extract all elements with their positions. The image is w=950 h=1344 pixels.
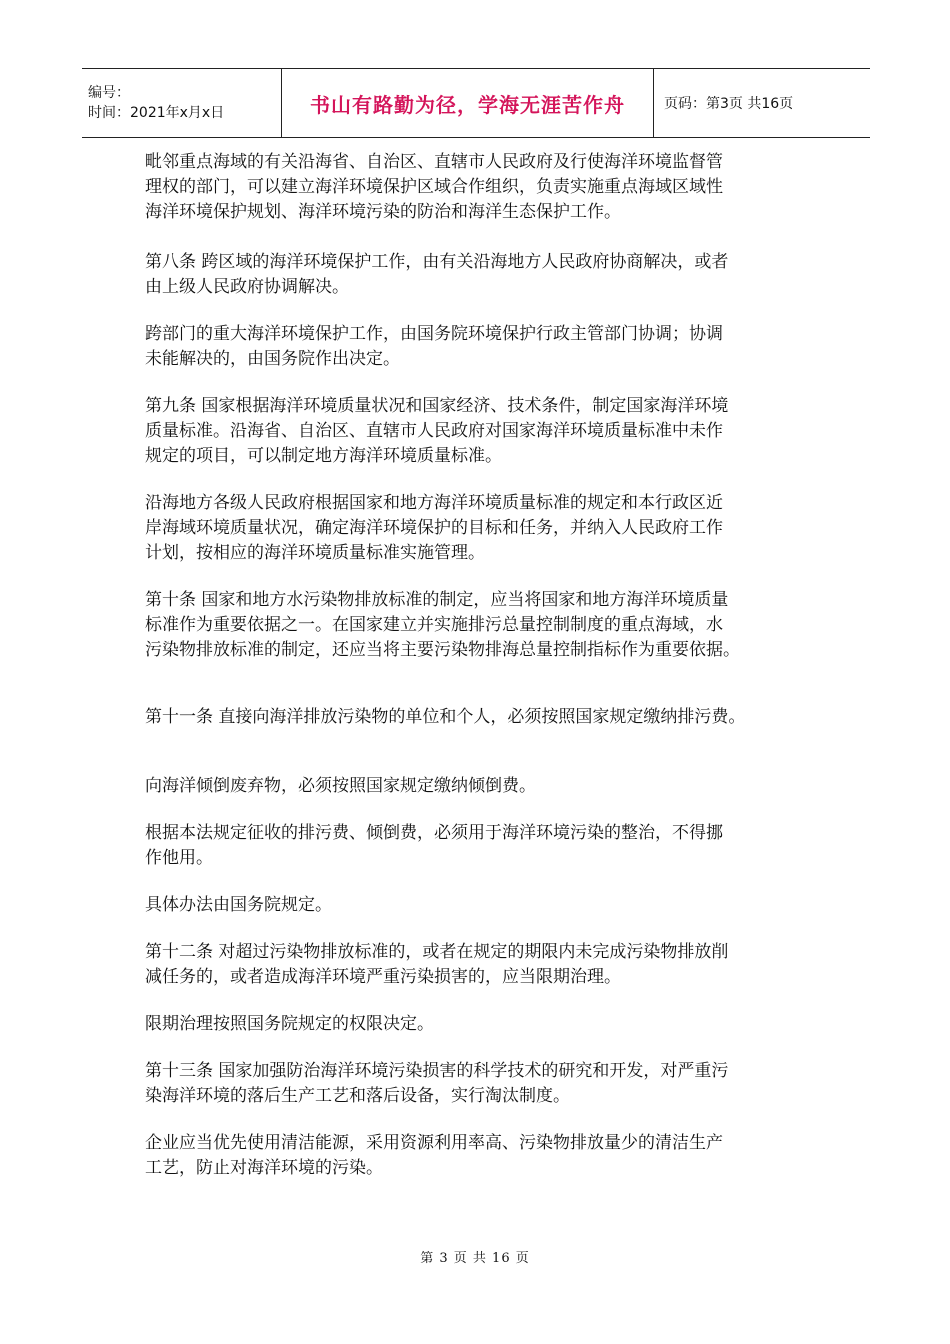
document-time-label: 时间：2021年x月x日 [88,105,225,121]
document-body [145,150,825,1181]
page-footer: 第 3 页 共 16 页 [420,1251,530,1266]
header-motto: 书山有路勤为径，学海无涯苦作舟 [310,92,625,117]
header-left-cell [82,69,282,137]
header-page-info: 页码：第3页 共16页 [664,96,794,112]
paragraph-article-9: 第九条 国家根据海洋环境质量状况和国家经济、技术条件，制定国家海洋环境 质量标准。沿海省、自治区、直辖市人民政府对国家海洋环境质量标准中未作 规定的项目，可以制定地方海洋环境质量标准。 [145,396,729,466]
paragraph: 沿海地方各级人民政府根据国家和地方海洋环境质量标准的规定和本行政区近 岸海域环境质量状况，确定海洋环境保护的目标和任务，并纳入人民政府工作 计划，按相应的海洋环境质量标准实施管理。 [145,493,723,563]
paragraph: 限期治理按照国务院规定的权限决定。 [145,1014,434,1034]
document-number-label: 编号： [88,85,130,101]
page-header [82,68,870,138]
paragraph-article-10: 第十条 国家和地方水污染物排放标准的制定，应当将国家和地方海洋环境质量 标准作为重要依据之一。在国家建立并实施排污总量控制制度的重点海域，水 污染物排放标准的制定，还应当将主要污染物排海总量控制指标作为重要依据。 [145,590,740,660]
paragraph: 跨部门的重大海洋环境保护工作，由国务院环境保护行政主管部门协调；协调 未能解决的，由国务院作出决定。 [145,324,723,369]
paragraph: 具体办法由国务院规定。 [145,895,332,915]
paragraph: 毗邻重点海域的有关沿海省、自治区、直辖市人民政府及行使海洋环境监督管 理权的部门，可以建立海洋环境保护区域合作组织，负责实施重点海域区域性 海洋环境保护规划、海洋环境污染的防治和海洋生态保护工作。 [145,152,723,222]
paragraph-article-11: 第十一条 直接向海洋排放污染物的单位和个人，必须按照国家规定缴纳排污费。 [145,707,746,727]
header-page-cell [654,69,870,137]
paragraph-article-13: 第十三条 国家加强防治海洋环境污染损害的科学技术的研究和开发，对严重污 染海洋环境的落后生产工艺和落后设备，实行淘汰制度。 [145,1061,729,1106]
paragraph-article-12: 第十二条 对超过污染物排放标准的，或者在规定的期限内未完成污染物排放削 减任务的，或者造成海洋环境严重污染损害的，应当限期治理。 [145,942,729,987]
paragraph: 向海洋倾倒废弃物，必须按照国家规定缴纳倾倒费。 [145,776,536,796]
header-motto-cell [282,69,654,137]
paragraph: 根据本法规定征收的排污费、倾倒费，必须用于海洋环境污染的整治，不得挪 作他用。 [145,823,723,868]
paragraph-article-8: 第八条 跨区域的海洋环境保护工作，由有关沿海地方人民政府协商解决，或者 由上级人民政府协调解决。 [145,252,729,297]
paragraph: 企业应当优先使用清洁能源，采用资源利用率高、污染物排放量少的清洁生产 工艺，防止对海洋环境的污染。 [145,1133,723,1178]
